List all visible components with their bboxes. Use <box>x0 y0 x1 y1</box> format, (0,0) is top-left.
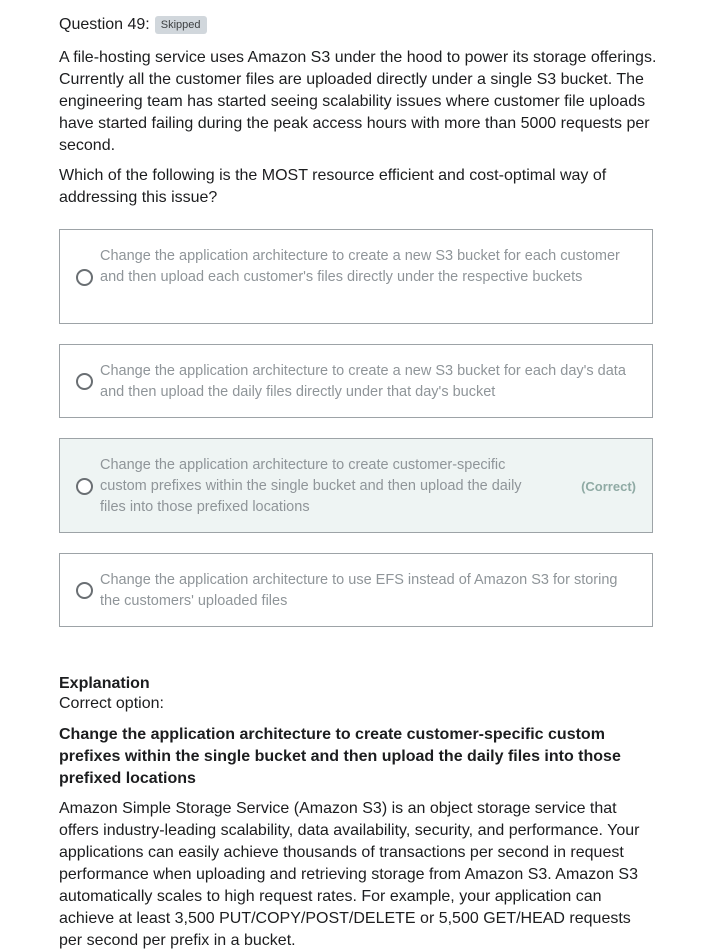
answer-option-1[interactable] <box>59 229 653 324</box>
answer-text: Change the application architecture to use EFS instead of Amazon S3 for storing the customers' uploaded files <box>100 572 618 609</box>
question-prompt: Which of the following is the MOST resource efficient and cost-optimal way of addressing this issue? <box>59 167 607 206</box>
answer-option-4[interactable] <box>59 553 653 627</box>
radio-button[interactable] <box>76 582 93 599</box>
explanation-heading: Explanation <box>59 675 150 692</box>
answer-option-2[interactable] <box>59 344 653 418</box>
radio-button[interactable] <box>76 373 93 390</box>
explanation-correct-option: Change the application architecture to create customer-specific custom prefixes within the single bucket and then upload the daily files into those prefixed locations <box>59 726 621 787</box>
answer-text: Change the application architecture to create customer-specific custom prefixes within the single bucket and then upload the daily files into those prefixed locations <box>100 457 522 515</box>
explanation-label: Correct option: <box>59 695 164 712</box>
question-header <box>59 16 207 34</box>
explanation-body: Amazon Simple Storage Service (Amazon S3) is an object storage service that offers industry-leading scalability, data availability, security, and performance. Your applications can easily achieve thousands of transactions per second in request performance when uploading and retrieving storage from Amazon S3. Amazon S3 automatically scales to high request rates. For example, your application can achieve at least 3,500 PUT/COPY/POST/DELETE or 5,500 GET/HEAD requests per second per prefix in a bucket. <box>59 800 640 949</box>
radio-button[interactable] <box>76 269 93 286</box>
radio-button[interactable] <box>76 478 93 495</box>
question-title: Question 49: <box>59 16 150 33</box>
correct-label: (Correct) <box>581 479 636 494</box>
question-text: A file-hosting service uses Amazon S3 under the hood to power its storage offerings. Currently all the customer files are uploaded directly under a single S3 bucket. The engineering team has started seeing scalability issues where customer file uploads have started failing during the peak access hours with more than 5000 requests per second. <box>59 49 657 154</box>
answer-option-3[interactable] <box>59 438 653 533</box>
answer-text: Change the application architecture to create a new S3 bucket for each customer and then upload each customer's files directly under the respective buckets <box>100 248 620 285</box>
status-badge: Skipped <box>155 16 207 34</box>
answer-text: Change the application architecture to create a new S3 bucket for each day's data and then upload the daily files directly under that day's bucket <box>100 363 626 400</box>
